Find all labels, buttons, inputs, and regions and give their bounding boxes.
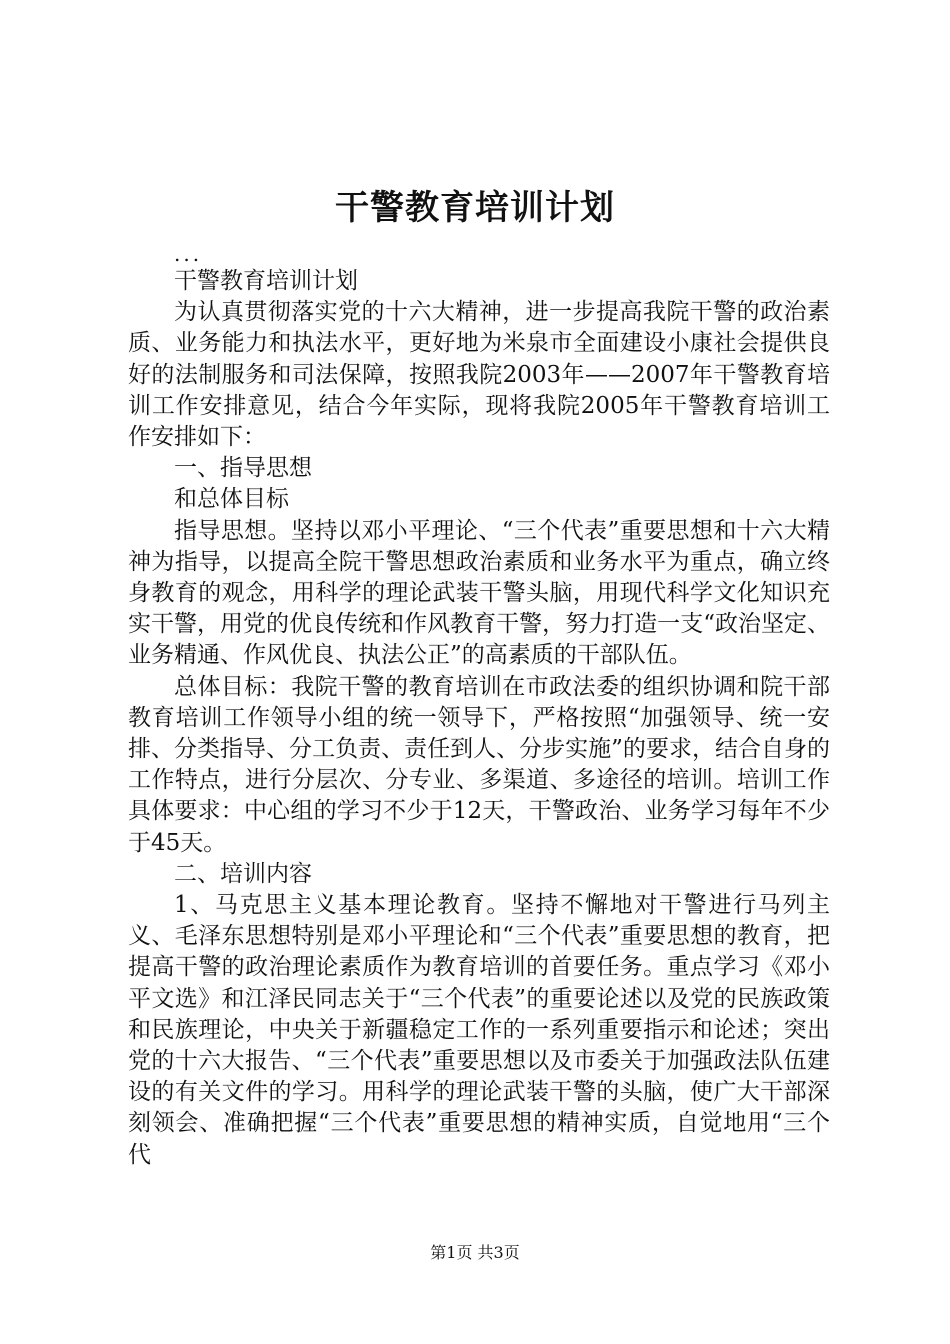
subtitle-paragraph: 干警教育培训计划 <box>174 268 358 294</box>
training-content-paragraph-1: 1、马克思主义基本理论教育。坚持不懈地对干警进行马列主义、毛泽东思想特别是邓小平理论和“三个代表”重要思想的教育，把提高干警的政治理论素质作为教育培训的首要任务。重点学习《邓小平文选》和江泽民同志关于“三个代表”的重要论述以及党的民族政策和民族理论，中央关于新疆稳定工作的一系列重要指示和论述；突出党的十六大报告、“三个代表”重要思想以及市委关于加强政法队伍建设的有关文件的学习。用科学的理论武装干警的头脑，使广大干部深刻领会、准确把握“三个代表”重要思想的精神实质，自觉地用“三个代 <box>128 892 830 1168</box>
guiding-thought-paragraph: 指导思想。坚持以邓小平理论、“三个代表”重要思想和十六大精神为指导，以提高全院干警思想政治素质和业务水平为重点，确立终身教育的观念，用科学的理论武装干警头脑，用现代科学文化知识充实干警，用党的优良传统和作风教育干警，努力打造一支“政治坚定、业务精通、作风优良、执法公正”的高素质的干部队伍。 <box>128 517 830 669</box>
page-footer: 第1页 共3页 <box>430 1243 520 1262</box>
section-heading-training-content: 二、培训内容 <box>174 860 312 887</box>
section-heading-guiding-thought: 一、指导思想 <box>174 455 312 482</box>
document-title: 干警教育培训计划 <box>335 188 615 228</box>
ellipsis-line: ... <box>174 242 203 266</box>
intro-paragraph: 为认真贯彻落实党的十六大精神，进一步提高我院干警的政治素质、业务能力和执法水平，更好地为米泉市全面建设小康社会提供良好的法制服务和司法保障，按照我院2003年——2007年干警教育培训工作安排意见，结合今年实际，现将我院2005年干警教育培训工作安排如下： <box>128 299 830 451</box>
section-heading-overall-goal: 和总体目标 <box>174 486 289 513</box>
overall-goal-paragraph: 总体目标：我院干警的教育培训在市政法委的组织协调和院干部教育培训工作领导小组的统一领导下，严格按照“加强领导、统一安排、分类指导、分工负责、责任到人、分步实施”的要求，结合自身的工作特点，进行分层次、分专业、多渠道、多途径的培训。培训工作具体要求：中心组的学习不少于12天，干警政治、业务学习每年不少于45天。 <box>128 673 830 856</box>
document-body <box>128 242 830 1171</box>
